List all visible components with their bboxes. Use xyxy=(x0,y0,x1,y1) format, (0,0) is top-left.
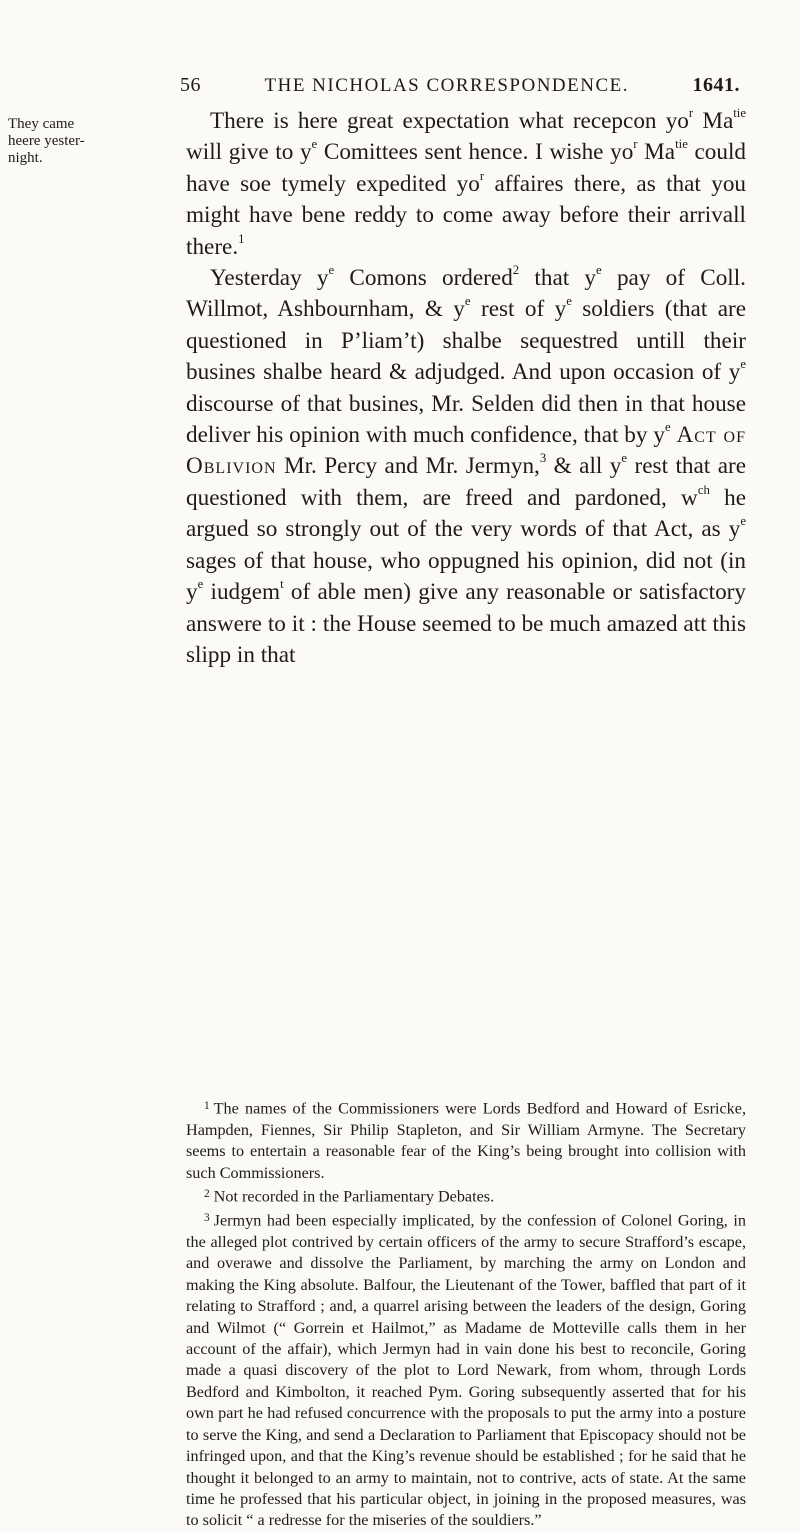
superscript: 1 xyxy=(238,231,245,246)
paragraph xyxy=(186,106,746,263)
text-run: Comittees sent hence. I wishe yo xyxy=(317,139,634,166)
superscript: t xyxy=(280,577,284,592)
header-year: 1641. xyxy=(692,74,740,96)
text-run: Comons ordered xyxy=(334,265,513,292)
text-run: that y xyxy=(519,265,597,292)
text-run: soldiers (that are questioned in P’liam’t) shalbe sequestred untill their busines shalbe heard & adjudged. And upon occasion of y xyxy=(186,296,747,386)
footnote-text: The names of the Commissioners were Lords Bedford and Howard of Esricke, Hampden, Fiennes, Sir Philip Stapleton, and Sir William Armyne. The Secretary seems to entertain a reasonable fear of the King’s being brought into collision with such Commissioners. xyxy=(186,1099,746,1182)
text-run: could have soe tymely expedited yo xyxy=(186,139,747,197)
footnote-text: Not recorded in the Parliamentary Debates. xyxy=(213,1187,495,1206)
footnote-text: Jermyn had been especially implicated, by the confession of Colonel Goring, in the alleged plot contrived by certain officers of the army to secure Strafford’s escape, and overawe and dissolve the Parliament, by marching the army on London and making the King absolute. Balfour, the Lieutenant of the Tower, baffled that part of it relating to Strafford ; and, a quarrel arising between the leaders of the design, Goring and Wilmot (“ Gorrein et Hailmot,” as Madame de Motteville calls them in her account of the affair), which Jermyn had in vain done his best to reconcile, Goring made a quasi discovery of the plot to Lord Newark, from whom, through Lords Bedford and Kimbolton, it reached Pym. Goring subsequently asserted that for his own part he had refused concurrence with the proposals to put the army into a posture to serve the King, and send a Declaration to Parliament that Episcopacy should not be infringed upon, and that the King’s revenue should be established ; for he said that he thought it belonged to an army to maintain, not to contrive, acts of state. At the same time he professed that his particular object, in joining in the proposed measures, was to solicit “ a redresse for the miseries of the souldiers.” xyxy=(186,1211,746,1530)
footnote xyxy=(186,1096,746,1184)
small-caps-title: Act of Oblivion xyxy=(186,422,746,480)
text-run: rest that are questioned with them, are freed and pardoned, w xyxy=(186,453,747,511)
text-run: affaires there, as that you might have bene reddy to come away before their arrivall there. xyxy=(186,170,747,260)
superscript: e xyxy=(328,263,335,278)
superscript: e xyxy=(596,263,602,278)
text-run: pay of Coll. Willmot, Ashbournham, & y xyxy=(186,265,746,323)
superscript: 2 xyxy=(512,263,520,278)
text-run: sages of that house, who oppugned his opinion, did not (in y xyxy=(186,547,746,606)
text-run: rest of y xyxy=(470,296,567,323)
text-run: iudgem xyxy=(203,579,281,606)
text-run: Ma xyxy=(637,139,676,166)
text-run: Ma xyxy=(693,108,734,134)
footnotes xyxy=(186,1096,746,1532)
text-run: Mr. Percy and Mr. Jermyn, xyxy=(276,453,540,480)
running-title: THE NICHOLAS CORRESPONDENCE. xyxy=(264,75,629,96)
footnote xyxy=(186,1184,746,1208)
text-run: There is here great expectation what recepcon yo xyxy=(210,108,689,134)
margin-note: They came heere yester-night. xyxy=(8,116,85,166)
superscript: r xyxy=(479,168,485,183)
text-run: will give to y xyxy=(186,139,312,166)
footnote xyxy=(186,1208,746,1532)
text-run: Yesterday y xyxy=(210,265,329,292)
superscript: tie xyxy=(733,106,746,121)
superscript: e xyxy=(664,420,671,435)
superscript: e xyxy=(740,514,746,529)
text-run: of able men) give any reasonable or satisfactory answere to it : the House seemed to be much amazed att this slipp in that xyxy=(186,579,746,668)
superscript: r xyxy=(633,137,638,152)
superscript: e xyxy=(197,577,204,592)
superscript: e xyxy=(566,294,572,309)
superscript: tie xyxy=(675,137,688,152)
superscript: r xyxy=(688,106,694,121)
page-number: 56 xyxy=(180,74,201,96)
superscript: e xyxy=(621,451,628,466)
superscript: ch xyxy=(697,483,710,498)
footnote-number: 1 xyxy=(204,1100,210,1112)
superscript: e xyxy=(464,294,471,309)
footnote-number: 3 xyxy=(204,1212,210,1225)
text-run: discourse of that busines, Mr. Selden did then in that house deliver his opinion with much confidence, that by y xyxy=(186,390,746,449)
superscript: 3 xyxy=(539,451,547,466)
running-header xyxy=(180,74,740,97)
letter-body xyxy=(186,106,746,671)
superscript: e xyxy=(311,137,318,152)
paragraph xyxy=(186,263,746,671)
footnote-number: 2 xyxy=(204,1188,210,1201)
text-run: & all y xyxy=(546,453,622,480)
superscript: e xyxy=(740,357,746,372)
text-run: he argued so strongly out of the very words of that Act, as y xyxy=(186,484,746,543)
